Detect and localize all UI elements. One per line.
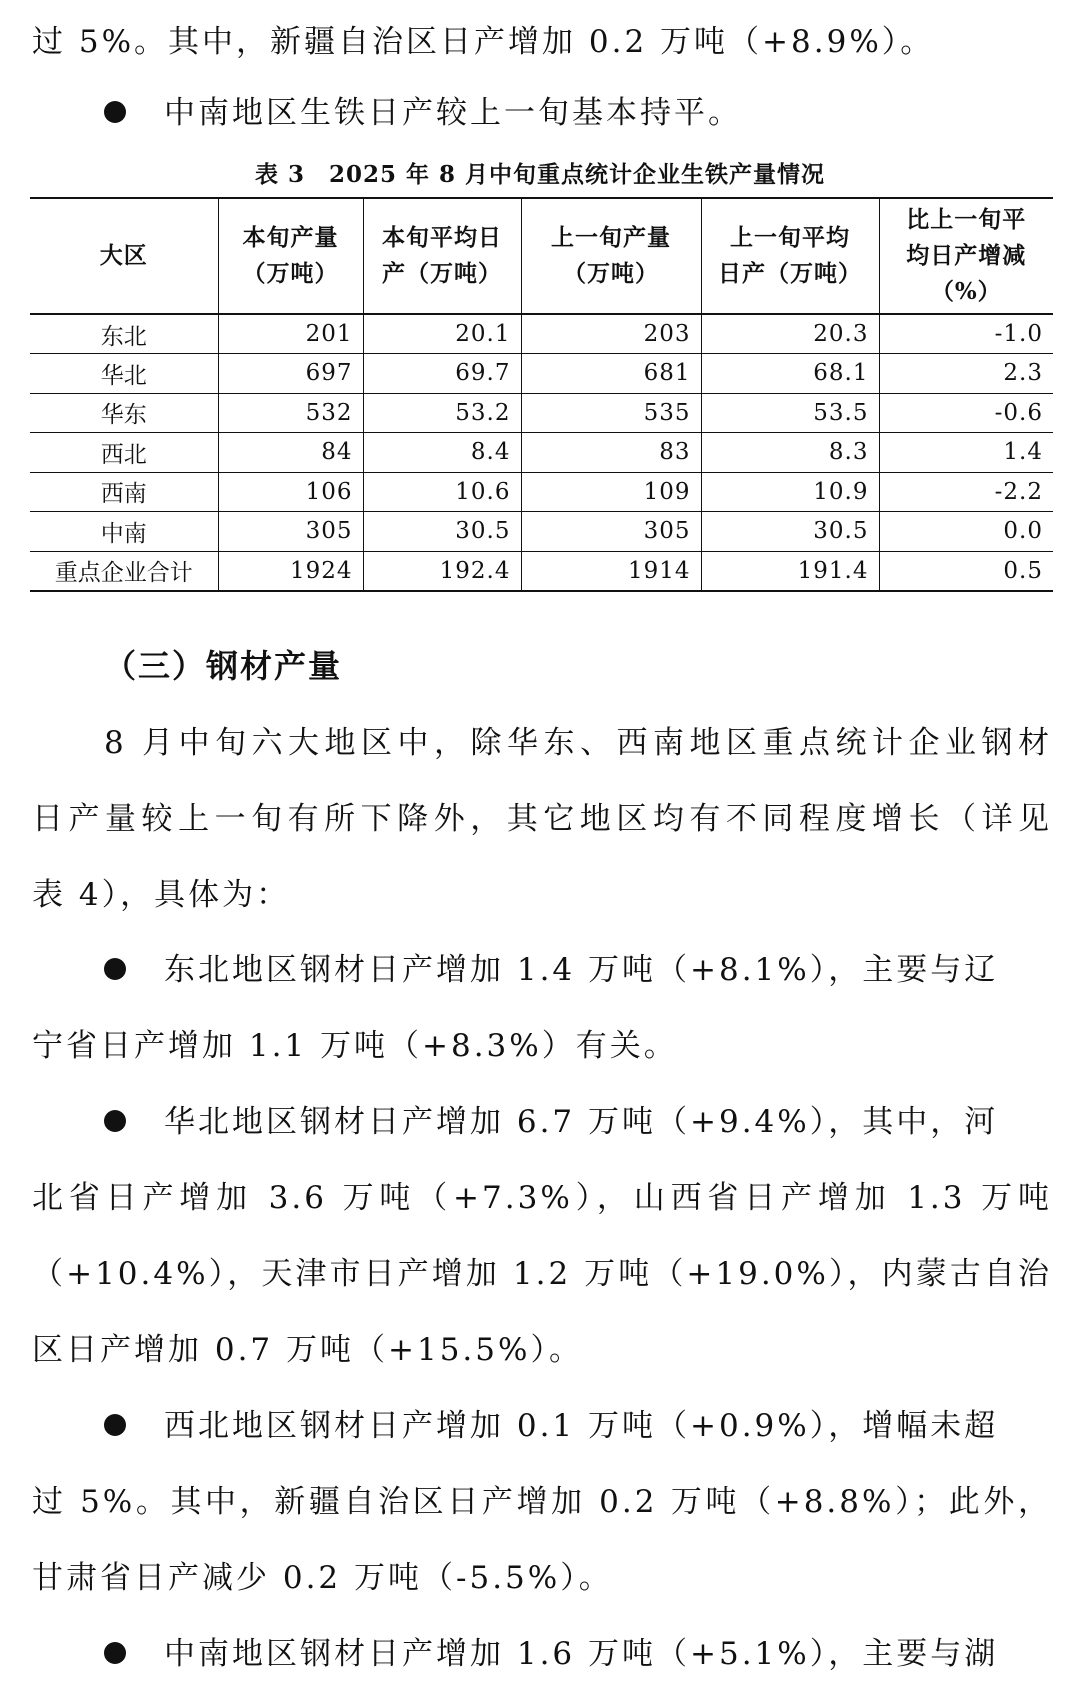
- cell-change-pct: 0.5: [879, 551, 1053, 591]
- table-row: [30, 433, 1053, 473]
- header-line: （万吨）: [242, 260, 339, 287]
- cell-previous-output: 109: [521, 472, 701, 512]
- col-header-previous-output: [521, 198, 701, 314]
- bullet-icon: [104, 1414, 126, 1436]
- cell-previous-daily: 191.4: [701, 551, 879, 591]
- cell-current-daily: 192.4: [363, 551, 521, 591]
- cell-current-output: 305: [218, 512, 363, 552]
- cell-region: 重点企业合计: [30, 551, 218, 591]
- cell-previous-daily: 8.3: [701, 433, 879, 473]
- bullet-text: 中南地区钢材日产增加 1.6 万吨（+5.1%），主要与湖: [164, 1636, 999, 1672]
- cell-change-pct: 1.4: [879, 433, 1053, 473]
- cell-change-pct: -1.0: [879, 314, 1053, 354]
- col-header-previous-daily: [701, 198, 879, 314]
- header-line: 本旬产量: [242, 224, 339, 251]
- cell-region: 中南: [30, 512, 218, 552]
- header-line: 比上一旬平: [906, 206, 1027, 233]
- table-header-row: [30, 198, 1053, 314]
- table-total-row: [30, 551, 1053, 591]
- cell-previous-output: 1914: [521, 551, 701, 591]
- cell-change-pct: 0.0: [879, 512, 1053, 552]
- cell-current-daily: 20.1: [363, 314, 521, 354]
- bullet-item: [104, 93, 1052, 133]
- header-line: 均日产增减: [906, 242, 1027, 269]
- cell-change-pct: -0.6: [879, 393, 1053, 433]
- paragraph-line: 过 5%。其中，新疆自治区日产增加 0.2 万吨（+8.8%）；此外，: [32, 1484, 1052, 1520]
- cell-previous-daily: 10.9: [701, 472, 879, 512]
- cell-region: 西北: [30, 433, 218, 473]
- bullet-item: [104, 1406, 1052, 1446]
- table-row: [30, 314, 1053, 354]
- cell-current-output: 532: [218, 393, 363, 433]
- bullet-icon: [104, 958, 126, 980]
- table-row: [30, 512, 1053, 552]
- bullet-icon: [104, 1642, 126, 1664]
- cell-current-output: 106: [218, 472, 363, 512]
- bullet-item: [104, 1102, 1052, 1142]
- col-header-change-pct: [879, 198, 1053, 314]
- bullet-text: 东北地区钢材日产增加 1.4 万吨（+8.1%），主要与辽: [164, 952, 999, 988]
- col-header-current-output: [218, 198, 363, 314]
- cell-previous-output: 305: [521, 512, 701, 552]
- cell-current-output: 1924: [218, 551, 363, 591]
- bullet-text: 中南地区生铁日产较上一旬基本持平。: [164, 95, 742, 131]
- cell-previous-output: 203: [521, 314, 701, 354]
- cell-current-output: 201: [218, 314, 363, 354]
- cell-region: 华东: [30, 393, 218, 433]
- paragraph-line: 日产量较上一旬有所下降外，其它地区均有不同程度增长（详见: [32, 801, 1052, 837]
- bullet-icon: [104, 1110, 126, 1132]
- cell-previous-output: 681: [521, 354, 701, 394]
- bullet-item: [104, 950, 1052, 990]
- cell-region: 西南: [30, 472, 218, 512]
- bullet-text: 华北地区钢材日产增加 6.7 万吨（+9.4%），其中，河: [164, 1104, 999, 1140]
- header-line: 日产（万吨）: [718, 260, 862, 287]
- header-line: （万吨）: [563, 260, 659, 287]
- cell-previous-daily: 30.5: [701, 512, 879, 552]
- bullet-item: [104, 1634, 1052, 1674]
- cell-region: 东北: [30, 314, 218, 354]
- section-heading: （三）钢材产量: [104, 647, 343, 685]
- cell-change-pct: -2.2: [879, 472, 1053, 512]
- header-line: 大区: [99, 242, 148, 269]
- cell-previous-daily: 20.3: [701, 314, 879, 354]
- cell-current-daily: 30.5: [363, 512, 521, 552]
- header-line: 上一旬产量: [551, 224, 671, 251]
- header-line: 上一旬平均: [730, 224, 850, 251]
- cell-current-output: 84: [218, 433, 363, 473]
- cell-region: 华北: [30, 354, 218, 394]
- cell-change-pct: 2.3: [879, 354, 1053, 394]
- bullet-icon: [104, 101, 126, 123]
- table-caption: 表 3 2025 年 8 月中旬重点统计企业生铁产量情况: [254, 161, 826, 188]
- paragraph-line: 甘肃省日产减少 0.2 万吨（-5.5%）。: [32, 1560, 613, 1596]
- table-row: [30, 472, 1053, 512]
- bullet-text: 西北地区钢材日产增加 0.1 万吨（+0.9%），增幅未超: [164, 1408, 999, 1444]
- paragraph-line: 表 4），具体为：: [32, 877, 291, 913]
- col-header-region: [30, 198, 218, 314]
- cell-current-daily: 69.7: [363, 354, 521, 394]
- cell-current-daily: 8.4: [363, 433, 521, 473]
- cell-previous-daily: 53.5: [701, 393, 879, 433]
- pig-iron-table: [30, 197, 1053, 592]
- header-line: （%）: [930, 278, 1002, 305]
- paragraph-line: 宁省日产增加 1.1 万吨（+8.3%）有关。: [32, 1028, 678, 1064]
- col-header-current-daily: [363, 198, 521, 314]
- header-line: 本旬平均日: [382, 224, 502, 251]
- paragraph-line: （+10.4%），天津市日产增加 1.2 万吨（+19.0%），内蒙古自治: [32, 1256, 1052, 1292]
- paragraph-line: 8 月中旬六大地区中，除华东、西南地区重点统计企业钢材: [104, 725, 1052, 761]
- paragraph-line: 北省日产增加 3.6 万吨（+7.3%），山西省日产增加 1.3 万吨: [32, 1180, 1052, 1216]
- cell-previous-daily: 68.1: [701, 354, 879, 394]
- paragraph-line: 区日产增加 0.7 万吨（+15.5%）。: [32, 1332, 583, 1368]
- cell-previous-output: 535: [521, 393, 701, 433]
- cell-current-daily: 10.6: [363, 472, 521, 512]
- header-line: 产（万吨）: [382, 260, 502, 287]
- table-row: [30, 393, 1053, 433]
- cell-current-output: 697: [218, 354, 363, 394]
- intro-line: 过 5%。其中，新疆自治区日产增加 0.2 万吨（+8.9%）。: [32, 24, 935, 60]
- cell-previous-output: 83: [521, 433, 701, 473]
- table-row: [30, 354, 1053, 394]
- cell-current-daily: 53.2: [363, 393, 521, 433]
